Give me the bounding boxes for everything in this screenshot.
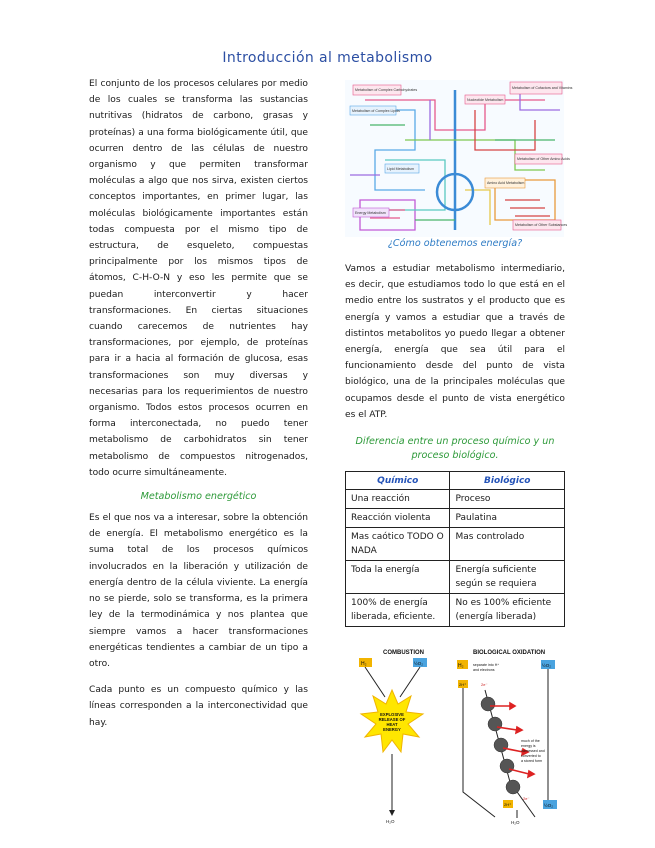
combustion-o2: ½O₂: [414, 661, 423, 666]
right-column: [345, 238, 565, 627]
energy-question-heading: ¿Cómo obtenemos energía?: [387, 238, 523, 249]
metabolic-map-image: [345, 80, 573, 237]
stored-line-1: energy is: [521, 744, 536, 748]
metabolic-map-svg: [345, 80, 573, 237]
map-label-0: Metabolism of Complex Carbohydrates: [355, 88, 418, 92]
table-cell: 100% de energía liberada, eficiente.: [346, 594, 450, 627]
table-cell: Mas caótico TODO O NADA: [346, 528, 450, 561]
energetic-metabolism-heading: Metabolismo energético: [140, 491, 257, 503]
table-row: [346, 528, 565, 561]
map-label-2: Nucleotide Metabolism: [467, 98, 504, 102]
biological-oxidation-title: BIOLOGICAL OXIDATION: [473, 650, 546, 656]
table-header-chemical: Químico: [346, 472, 450, 490]
comparison-table: [345, 471, 565, 627]
bio-h2: H₂: [458, 663, 464, 669]
bio-2e-bottom: 2e⁻: [523, 796, 530, 801]
separate-line-0: separate into H⁺: [473, 663, 500, 667]
oxidation-svg: [345, 642, 566, 825]
combustion-title: COMBUSTION: [383, 650, 424, 656]
separate-line-1: and electrons: [473, 668, 495, 672]
map-label-8: Metabolism of Other Substances: [515, 223, 568, 227]
stored-line-0: much of the: [521, 739, 540, 743]
bio-o2: ½O₂: [542, 663, 551, 668]
bio-2e-top: 2e⁻: [481, 682, 488, 687]
table-header-biological: Biológico: [450, 472, 565, 490]
table-cell: No es 100% eficiente (energía liberada): [450, 594, 565, 627]
map-label-7: Energy Metabolism: [355, 211, 386, 215]
map-label-5: Lipid Metabolism: [387, 167, 414, 171]
table-row: [346, 594, 565, 627]
bio-h2o: H₂O: [511, 820, 520, 825]
table-row: [346, 561, 565, 594]
explosive-line-0: EXPLOSIVE: [380, 712, 404, 717]
map-label-6: Amino Acid Metabolism: [487, 181, 525, 185]
bio-2h-top: 2H⁺: [459, 682, 467, 687]
table-cell: Reacción violenta: [346, 509, 450, 528]
explosive-line-3: ENERGY: [383, 727, 401, 732]
energetic-paragraph: Es el que nos va a interesar, sobre la obtención de energía. El metabolismo energético es la suma total de los procesos químicos involucrados en la liberación y utilización de energía dentro de la célula viviente. La energía no se pierde, solo se transforma, es la primera ley de la termodinámica y nos plantea que siempre vamos a hacer transformaciones energéticas tendientes a cambiar de un tipo a otro.: [89, 513, 308, 669]
intermediary-paragraph: Vamos a estudiar metabolismo intermediario, es decir, que estudiamos todo lo que está en el medio entre los sustratos y el producto que es energía y vamos a estudiar que a través de distintos metabolitos yo puedo llegar a obtener energía, energía que sea útil para el funcionamiento desde del punto de vista biológico, una de la principales moléculas que ocupamos desde el punto de vista energético es el ATP.: [345, 264, 565, 420]
map-label-4: Metabolism of Other Amino Acids: [517, 157, 570, 161]
map-label-1: Metabolism of Cofactors and Vitamins: [512, 86, 573, 90]
explosive-line-2: HEAT: [386, 722, 398, 727]
explosive-line-1: RELEASE OF: [378, 717, 406, 722]
left-column: [89, 76, 308, 731]
difference-heading: Diferencia entre un proceso químico y un proceso biológico.: [355, 436, 555, 462]
table-cell: Mas controlado: [450, 528, 565, 561]
combustion-h2: H₂: [361, 661, 367, 667]
table-cell: Energía suficiente según se requiera: [450, 561, 565, 594]
map-label-3: Metabolism of Complex Lipids: [352, 109, 400, 113]
oxidation-figure: [345, 642, 566, 825]
page-title: Introducción al metabolismo: [222, 50, 433, 66]
table-row: [346, 509, 565, 528]
table-cell: Toda la energía: [346, 561, 450, 594]
stored-line-3: converted to: [521, 754, 541, 758]
interconnectivity-paragraph: Cada punto es un compuesto químico y las líneas corresponden a la interconectividad que hay.: [89, 685, 308, 728]
intro-paragraph: El conjunto de los procesos celulares por medio de los cuales se transforma las sustancias nutritivas (hidratos de carbono, grasas y proteínas) a una forma biológicamente útil, que ocurren dentro de las células de nuestro organismo y que permiten transformar moléculas a algo que nos sirva, existen ciertos conceptos importantes, en primer lugar, las moléculas biológicamente importantes están todas compuesta por el mismo tipo de estructura, de esqueleto, compuestas principalmente por los mismos tipos de átomos, C-H-O-N y eso les permite que se puedan interconvertir y hacer transformaciones. En ciertas situaciones cuando carecemos de nutrientes hay transformaciones, por ejemplo, de proteínas para ir a hacia al formación de glucosa, esas transformaciones son muy diversas y necesarias para los requerimientos de nuestro organismo. Todos estos procesos ocurren en forma interconectada, no puedo tener metabolismo de carbohidratos sin tener metabolismo de compuestos nitrogenados, todo ocurre simultáneamente.: [89, 79, 308, 478]
combustion-h2o: H₂O: [386, 819, 395, 824]
table-row: [346, 490, 565, 509]
bio-2h-bottom: 2H⁺: [504, 802, 512, 807]
table-cell: Proceso: [450, 490, 565, 509]
stored-line-2: harnessed and: [521, 749, 545, 753]
table-cell: Paulatina: [450, 509, 565, 528]
stored-line-4: a stored form: [521, 759, 543, 763]
table-cell: Una reacción: [346, 490, 450, 509]
bio-o2-bottom: ½O₂: [544, 803, 553, 808]
